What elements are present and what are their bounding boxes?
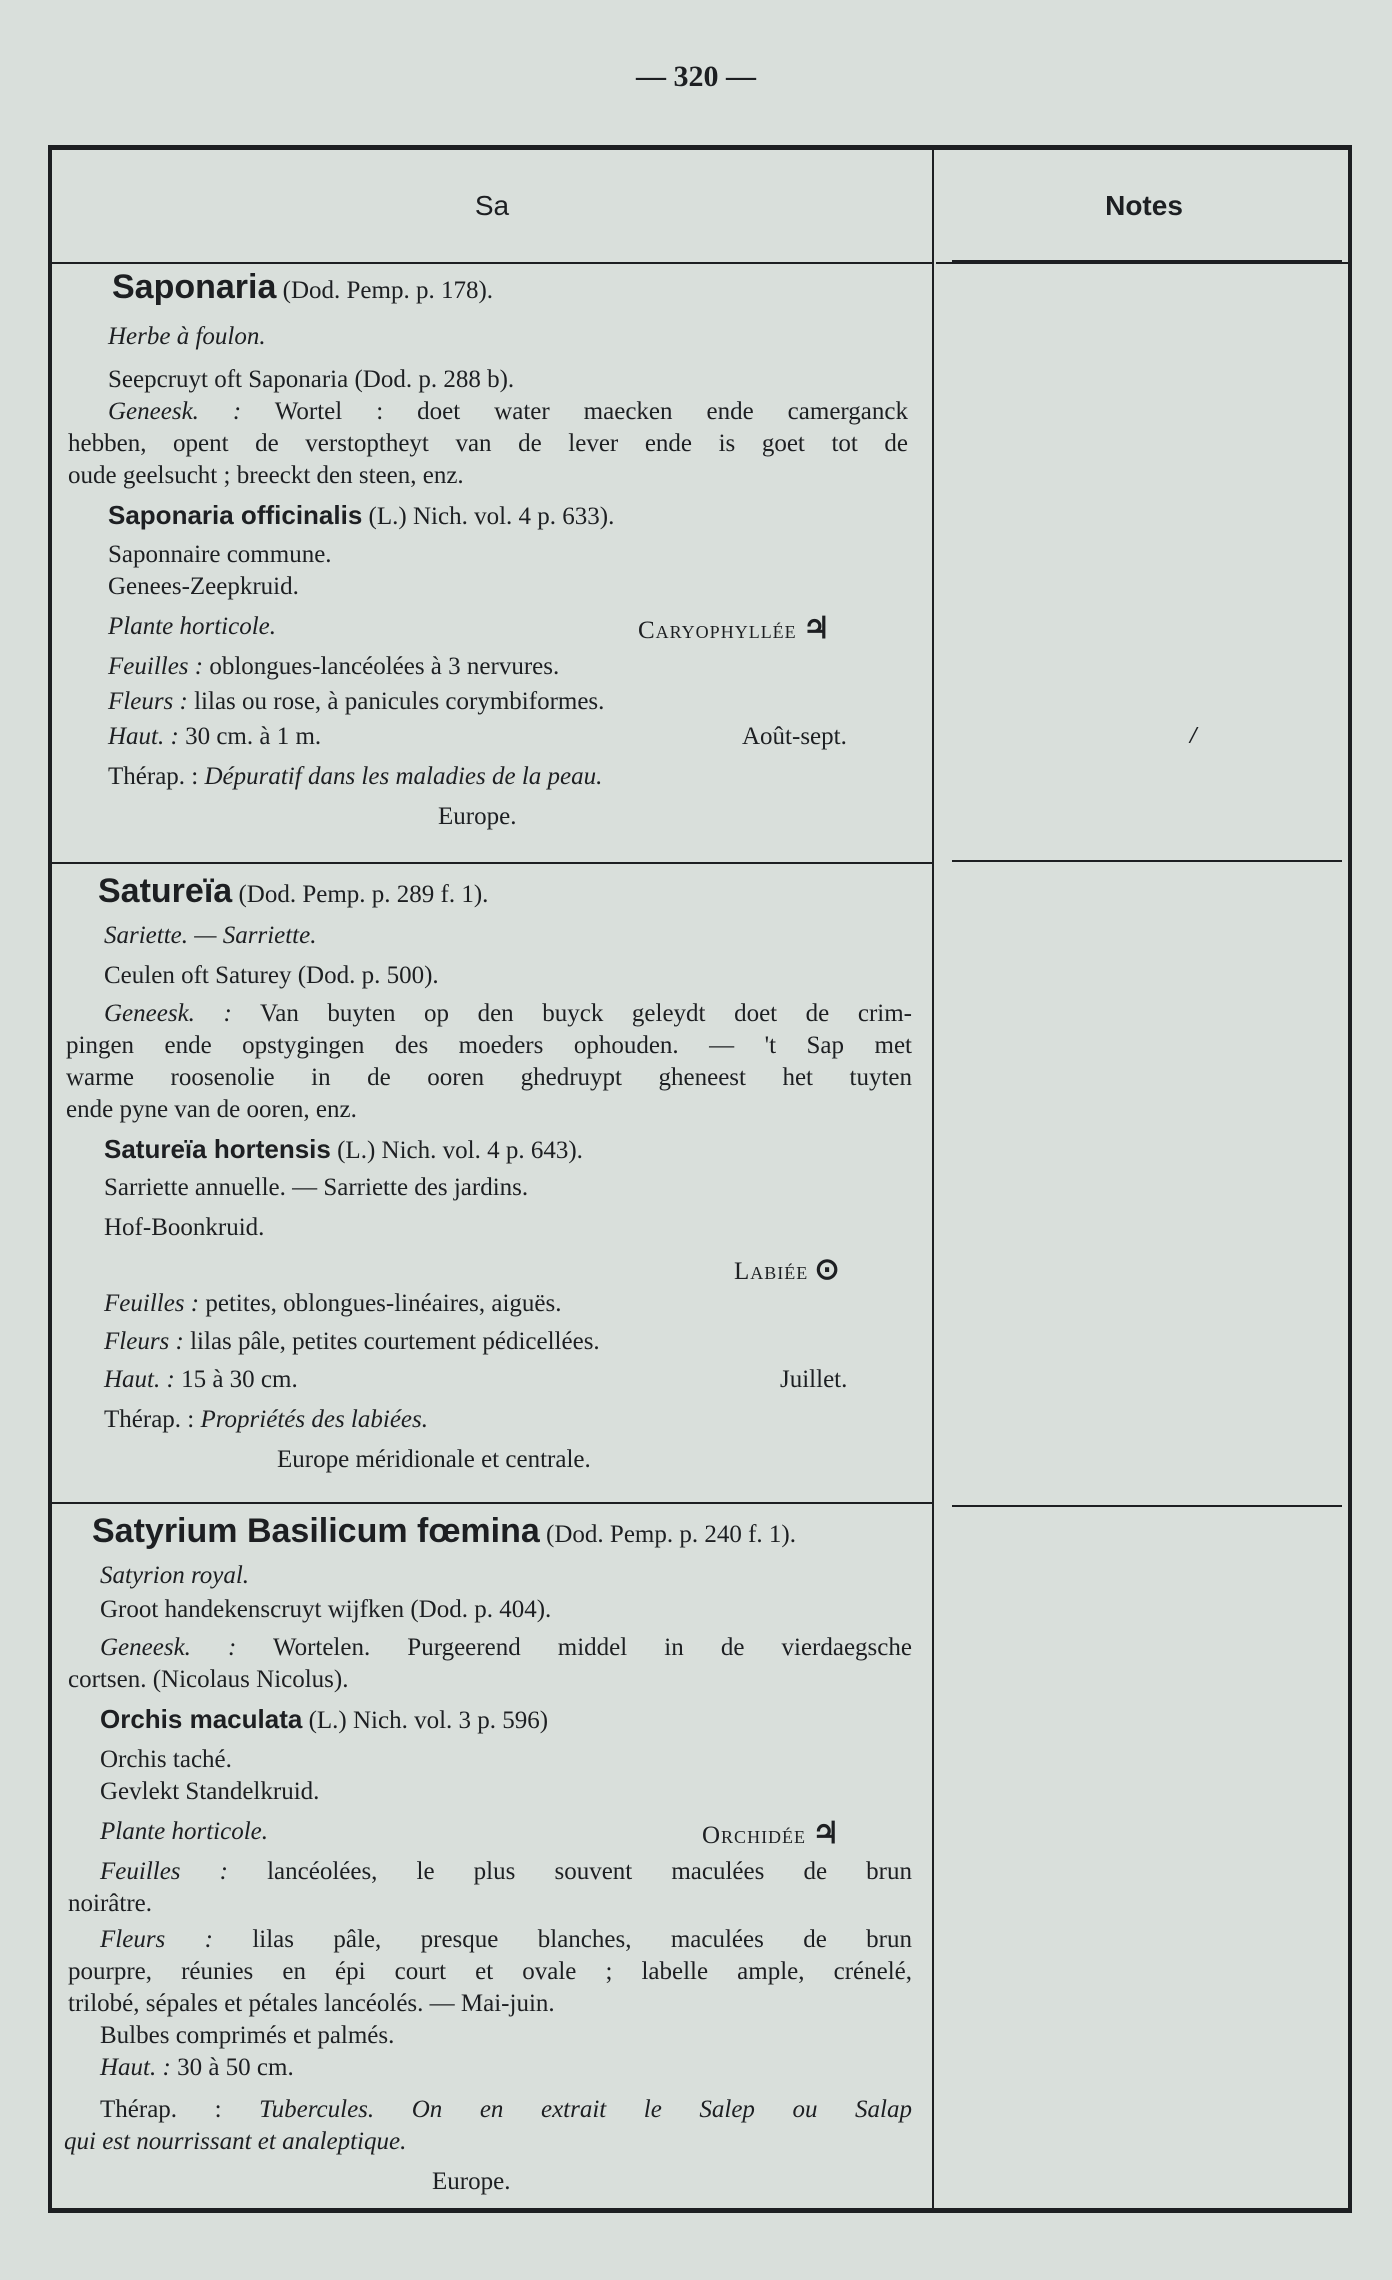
notes-rule [952,1505,1342,1507]
dutch-ref: Ceulen oft Saturey (Dod. p. 500). [104,962,439,989]
plant-family: Caryophyllée [638,617,797,644]
geneesk-line [100,1634,912,1662]
entry-title: Satureïa [98,872,233,910]
herbal-table [48,145,1352,2213]
annual-symbol: ⊙ [814,1253,840,1286]
feuilles-line [108,653,559,681]
haut-text: 15 à 30 cm. [181,1366,298,1393]
geneesk-text: Wortel : doet water maecken ende camerganck [274,398,908,425]
plant-family: Labiée [734,1258,809,1285]
geneesk-line: ende pyne van de ooren, enz. [66,1096,357,1123]
therap-line: qui est nourrissant et analeptique. [64,2128,407,2155]
scientific-name: Saponaria officinalis [108,500,363,530]
feuilles-line: noirâtre. [68,1890,152,1917]
flowering-season: Juillet. [780,1366,848,1393]
geneesk-line: warme roosenolie in de ooren ghedruypt gheneest het tuyten [66,1064,912,1091]
common-name-nl: Genees-Zeepkruid. [108,573,299,600]
entry-title-ref: (Dod. Pemp. p. 289 f. 1). [238,881,489,908]
geneesk-text: Van buyten op den buyck geleydt doet de crim- [259,1000,912,1027]
common-name-fr: Orchis taché. [100,1746,232,1773]
entry-title-ref: (Dod. Pemp. p. 240 f. 1). [546,1521,797,1548]
plante-type: Plante horticole. [108,613,277,640]
feuilles-line [104,1290,562,1318]
scientific-ref: (L.) Nich. vol. 3 p. 596) [308,1707,549,1734]
fleurs-line [104,1328,600,1356]
page-number: — 320 — [636,60,756,93]
haut-line [108,723,321,751]
geneesk-text: Wortelen. Purgeerend middel in de vierdaegsche [272,1634,912,1661]
entry-title: Saponaria [112,268,277,306]
fleurs-text: lilas pâle, petites courtement pédicellées. [190,1328,600,1355]
plant-family-line [702,1816,839,1851]
feuilles-label: Feuilles : [104,1290,200,1317]
plant-family: Orchidée [702,1822,807,1849]
common-name-nl: Hof-Boonkruid. [104,1214,265,1241]
fleurs-label: Fleurs : [108,688,188,715]
scientific-name-line [108,500,614,531]
common-name-nl: Gevlekt Standelkruid. [100,1778,320,1805]
haut-line [100,2054,294,2082]
geneesk-line [104,1000,912,1028]
plant-family-line [638,611,830,646]
geneesk-line [108,398,908,426]
flowering-season: Août-sept. [742,723,847,750]
region: Europe méridionale et centrale. [277,1446,591,1473]
haut-line [104,1366,298,1394]
entry-satyrium [52,1512,932,2202]
therap-line [100,2096,912,2124]
haut-text: 30 à 50 cm. [177,2054,294,2081]
haut-text: 30 cm. à 1 m. [185,723,322,750]
notes-rule [952,860,1342,862]
perennial-symbol: ♃ [812,1817,840,1850]
plant-family-line [734,1252,840,1287]
therap-text: Tubercules. On en extrait le Salep ou Salap [259,2096,913,2123]
scientific-name: Orchis maculata [100,1704,303,1734]
fleurs-label: Fleurs : [100,1926,213,1953]
geneesk-line: oude geelsucht ; breeckt den steen, enz. [68,462,464,489]
dutch-ref: Seepcruyt oft Saponaria (Dod. p. 288 b). [108,366,515,393]
entry-title-line [112,268,493,307]
haut-label: Haut. : [108,723,179,750]
region: Europe. [432,2168,511,2195]
feuilles-text: petites, oblongues-linéaires, aiguës. [205,1290,562,1317]
scientific-ref: (L.) Nich. vol. 4 p. 633). [368,503,615,530]
scientific-name-line [100,1704,548,1735]
fleurs-text: lilas pâle, presque blanches, maculées de brun [252,1926,912,1953]
geneesk-label: Geneesk. : [100,1634,237,1661]
entry-saponaria [52,268,932,858]
haut-label: Haut. : [100,2054,171,2081]
notes-rule [952,260,1342,262]
fleurs-text: lilas ou rose, à panicules corymbiformes. [194,688,605,715]
feuilles-label: Feuilles : [100,1858,228,1885]
therap-label: Thérap. : [104,1406,195,1433]
entry-separator [52,1502,932,1504]
geneesk-line: cortsen. (Nicolaus Nicolus). [68,1666,349,1693]
entry-separator [52,862,932,864]
geneesk-line: pingen ende opstygingen des moeders ophouden. — 't Sap met [66,1032,912,1059]
french-name: Herbe à foulon. [108,323,266,350]
therap-label: Thérap. : [100,2096,222,2123]
therap-text: Propriétés des labiées. [200,1406,428,1433]
margin-mark: / [1190,723,1197,749]
therap-text: Dépuratif dans les maladies de la peau. [204,763,603,790]
scientific-name: Satureïa hortensis [104,1134,331,1164]
feuilles-label: Feuilles : [108,653,204,680]
geneesk-label: Geneesk. : [104,1000,232,1027]
scientific-name-line [104,1134,583,1165]
bulbes: Bulbes comprimés et palmés. [100,2022,395,2049]
fleurs-line [100,1926,912,1954]
column-header-notes: Notes [936,150,1352,264]
region: Europe. [438,803,517,830]
french-name: Sariette. — Sarriette. [104,922,317,949]
therap-label: Thérap. : [108,763,199,790]
feuilles-text: lancéolées, le plus souvent maculées de brun [267,1858,912,1885]
entry-satureia [52,872,932,1502]
plante-type: Plante horticole. [100,1818,269,1845]
entry-title-line [98,872,488,911]
column-header-sa: Sa [52,150,932,264]
feuilles-line [100,1858,912,1886]
common-name-fr: Saponnaire commune. [108,541,332,568]
entry-title: Satyrium Basilicum fœmina [92,1512,540,1550]
fleurs-line [108,688,604,716]
fleurs-line: trilobé, sépales et pétales lancéolés. — Mai-juin. [68,1990,555,2017]
fleurs-label: Fleurs : [104,1328,184,1355]
entry-title-line [92,1512,796,1551]
haut-label: Haut. : [104,1366,175,1393]
fleurs-line: pourpre, réunies en épi court et ovale ; labelle ample, crénelé, [68,1958,912,1985]
geneesk-line: hebben, opent de verstoptheyt van de lever ende is goet tot de [68,430,908,457]
common-name-fr: Sarriette annuelle. — Sarriette des jardins. [104,1174,529,1201]
feuilles-text: oblongues-lancéolées à 3 nervures. [209,653,560,680]
dutch-ref: Groot handekenscruyt wijfken (Dod. p. 404). [100,1596,552,1623]
french-name: Satyrion royal. [100,1562,250,1589]
therap-line [108,763,602,791]
geneesk-label: Geneesk. : [108,398,242,425]
therap-line [104,1406,428,1434]
scientific-ref: (L.) Nich. vol. 4 p. 643). [337,1137,583,1164]
entry-title-ref: (Dod. Pemp. p. 178). [282,277,494,304]
column-divider [932,150,934,2208]
perennial-symbol: ♃ [802,612,830,645]
